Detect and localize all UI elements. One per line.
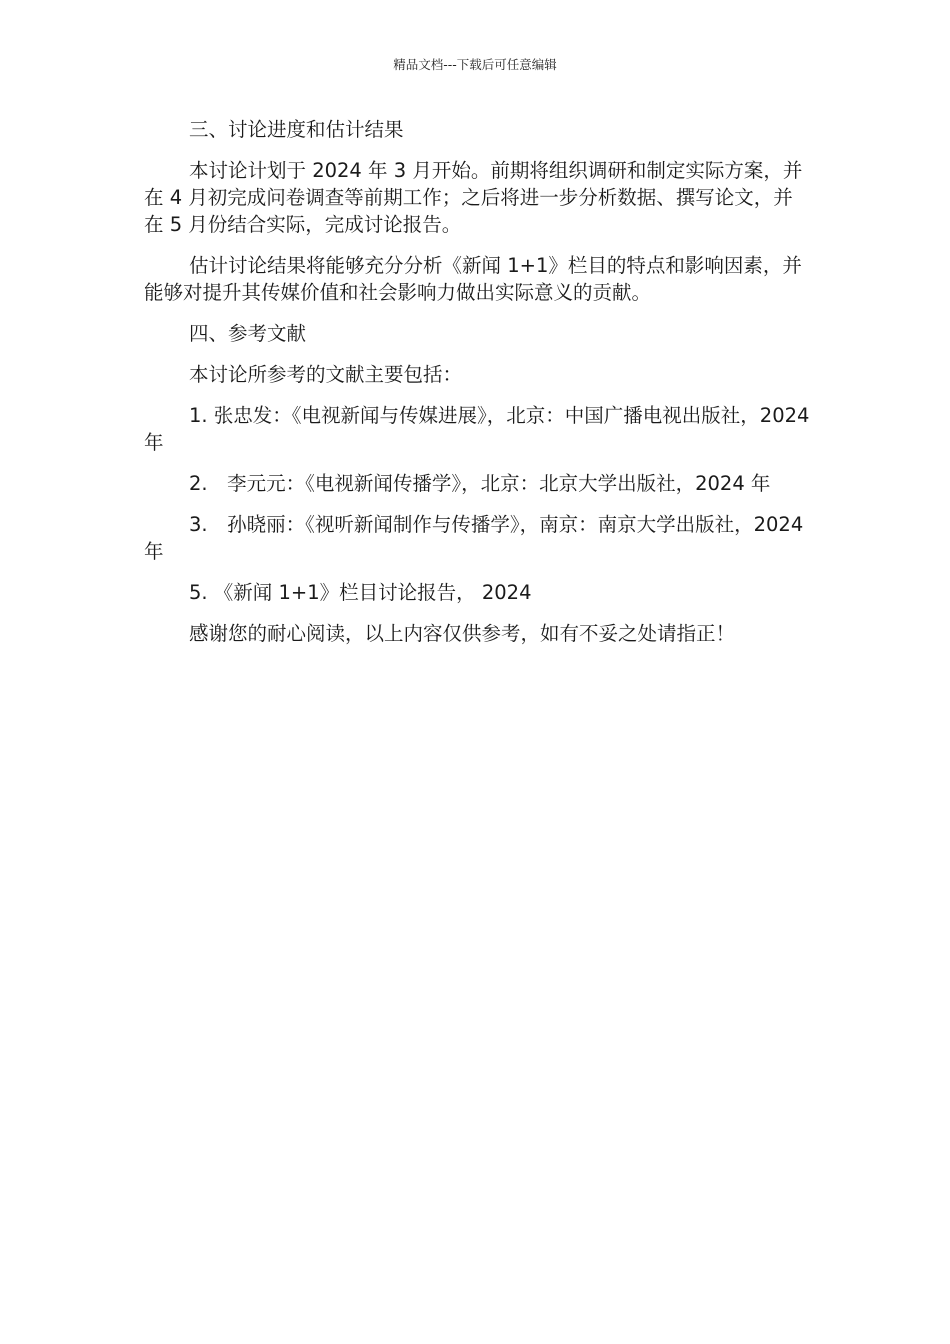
reference-item: 3. 孙晓丽：《视听新闻制作与传播学》，南京：南京大学出版社，2024 年 bbox=[144, 513, 804, 563]
reference-item: 5. 《新闻 1+1》栏目讨论报告， 2024 bbox=[189, 581, 532, 604]
closing-note: 感谢您的耐心阅读，以上内容仅供参考，如有不妥之处请指正！ bbox=[189, 622, 736, 645]
section-heading-progress: 三、讨论进度和估计结果 bbox=[189, 118, 404, 141]
document-body bbox=[144, 116, 812, 661]
reference-item: 1. 张忠发：《电视新闻与传媒进展》，北京：中国广播电视出版社，2024 年 bbox=[144, 404, 810, 454]
paragraph-expected-results: 估计讨论结果将能够充分分析《新闻 1+1》栏目的特点和影响因素，并能够对提升其传媒价值和社会影响力做出实际意义的贡献。 bbox=[144, 254, 802, 304]
paragraph-references-intro: 本讨论所参考的文献主要包括： bbox=[189, 363, 463, 386]
page-header: 精品文档---下载后可任意编辑 bbox=[393, 57, 557, 72]
section-heading-references: 四、参考文献 bbox=[189, 322, 307, 345]
reference-item: 2. 李元元：《电视新闻传播学》，北京：北京大学出版社，2024 年 bbox=[189, 472, 771, 495]
paragraph-schedule: 本讨论计划于 2024 年 3 月开始。前期将组织调研和制定实际方案，并在 4 月初完成问卷调查等前期工作；之后将进一步分析数据、撰写论文，并在 5 月份结合实际，完成讨论报告。 bbox=[144, 159, 803, 236]
